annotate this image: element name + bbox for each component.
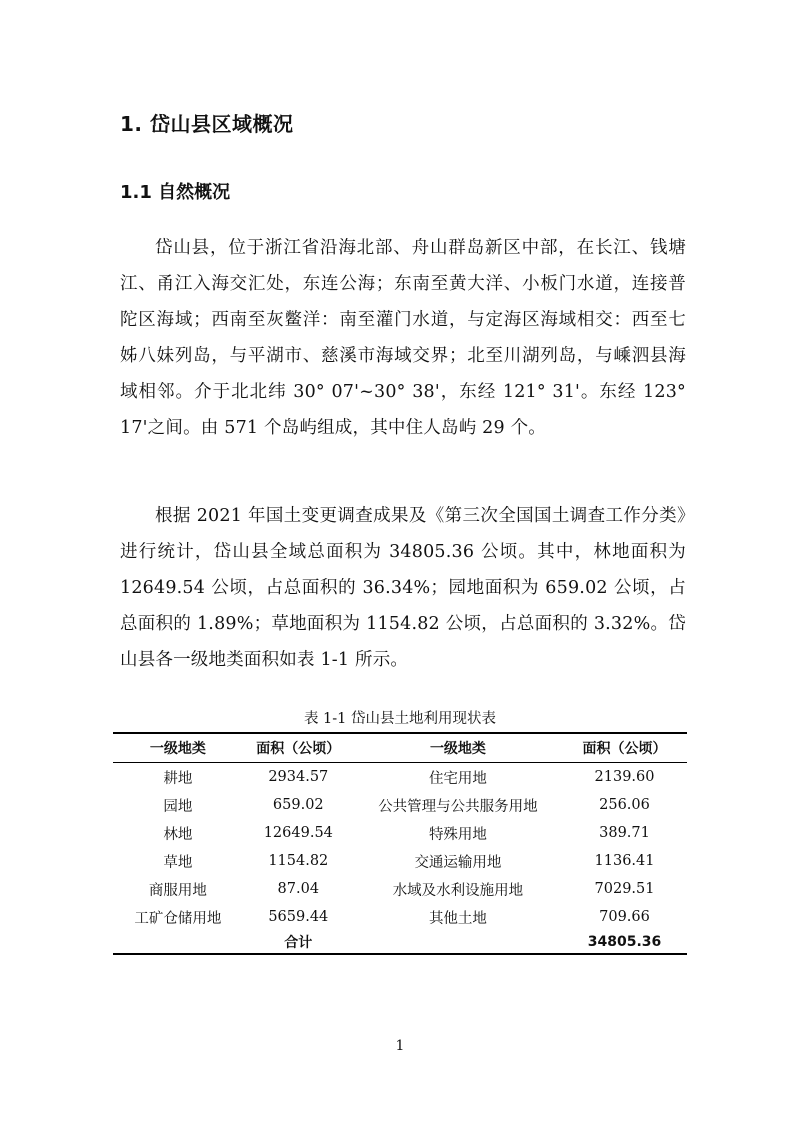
table-cell bbox=[354, 931, 562, 954]
table-total-row bbox=[113, 931, 687, 954]
table-cell: 商服用地 bbox=[148, 882, 207, 899]
table-cell: 林地 bbox=[163, 826, 193, 843]
table-cell: 12649.54 bbox=[263, 825, 333, 841]
paragraph-land-area: 根据 2021 年国土变更调查成果及《第三次全国国土调查工作分类》进行统计，岱山县全域总面积为 34805.36 公顷。其中，林地面积为 12649.54 公顷，占总面积的 36.34%；园地面积为 659.02 公顷，占总面积的 1.89%；草地面积为 1154.82 公顷，占总面积的 3.32%。岱山县各一级地类面积如表 1-1 所示。 bbox=[120, 506, 686, 670]
land-use-table bbox=[113, 732, 687, 955]
table-cell: 园地 bbox=[163, 798, 193, 815]
table-cell: 2139.60 bbox=[594, 769, 655, 785]
column-header: 面积（公顷） bbox=[243, 733, 354, 763]
table-row bbox=[113, 875, 687, 903]
table-cell: 659.02 bbox=[272, 797, 324, 813]
paragraph-overview: 岱山县，位于浙江省沿海北部、舟山群岛新区中部，在长江、钱塘江、甬江入海交汇处，东连公海；东南至黄大洋、小板门水道，连接普陀区海域；西南至灰鳖洋：南至灌门水道，与定海区海域相交：西至七姊八妹列岛，与平湖市、慈溪市海域交界；北至川湖列岛，与嵊泗县海域相邻。介于北北纬 30° 07'~30° 38'，东经 121° 31'。东经 123° 17'之间。由 571 个岛屿组成，其中住人岛屿 29 个。 bbox=[120, 238, 686, 438]
table-cell: 水域及水利设施用地 bbox=[392, 882, 524, 899]
table-cell: 耕地 bbox=[163, 770, 193, 787]
table-cell: 其他土地 bbox=[428, 910, 487, 927]
column-header: 面积（公顷） bbox=[562, 733, 687, 763]
table-cell: 7029.51 bbox=[594, 881, 655, 897]
table-cell: 1136.41 bbox=[594, 853, 655, 869]
table-cell: 公共管理与公共服务用地 bbox=[378, 798, 538, 815]
section-heading: 1. 岱山县区域概况 bbox=[120, 112, 294, 136]
table-row bbox=[113, 819, 687, 847]
table-cell: 5659.44 bbox=[268, 909, 329, 925]
column-header: 一级地类 bbox=[354, 733, 562, 763]
table-row bbox=[113, 903, 687, 931]
table-cell: 389.71 bbox=[599, 825, 650, 841]
table-caption: 表 1-1 岱山县土地利用现状表 bbox=[303, 711, 497, 727]
table-cell: 住宅用地 bbox=[428, 770, 487, 787]
table-cell: 1154.82 bbox=[268, 853, 329, 869]
subsection-heading: 1.1 自然概况 bbox=[120, 182, 231, 203]
total-label: 合计 bbox=[243, 931, 354, 954]
total-value: 34805.36 bbox=[562, 931, 687, 954]
table-row bbox=[113, 763, 687, 792]
table-cell: 87.04 bbox=[277, 881, 320, 897]
table-cell: 工矿仓储用地 bbox=[134, 910, 222, 927]
table-cell: 2934.57 bbox=[268, 769, 329, 785]
table-row bbox=[113, 847, 687, 875]
table-cell: 709.66 bbox=[599, 909, 650, 925]
table-cell: 草地 bbox=[163, 854, 193, 871]
page-number: 1 bbox=[395, 1038, 405, 1054]
column-header: 一级地类 bbox=[113, 733, 243, 763]
table-cell: 256.06 bbox=[599, 797, 650, 813]
table-cell: 特殊用地 bbox=[428, 826, 487, 843]
table-cell: 交通运输用地 bbox=[414, 854, 502, 871]
table-cell bbox=[113, 931, 243, 954]
table-header-row bbox=[113, 733, 687, 763]
table-row bbox=[113, 791, 687, 819]
